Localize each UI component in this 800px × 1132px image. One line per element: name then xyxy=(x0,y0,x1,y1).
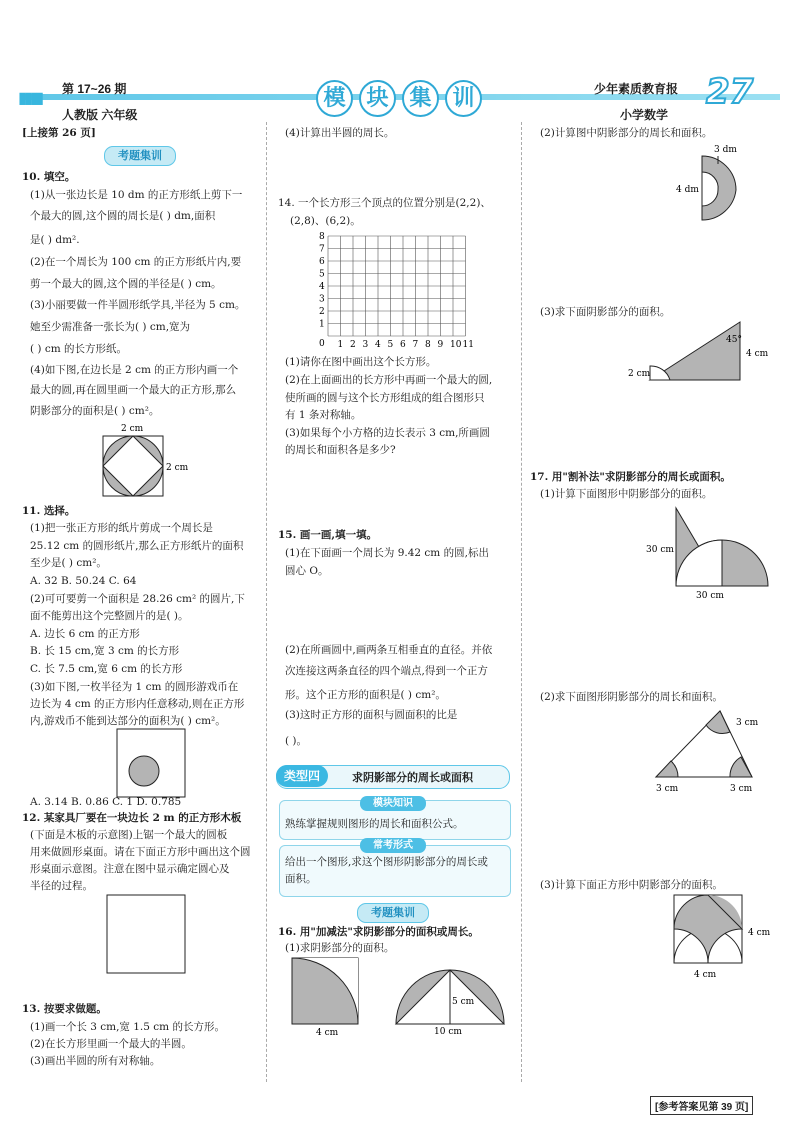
q-line: (1)从一张边长是 10 dm 的正方形纸上剪下一 xyxy=(30,189,243,201)
q-line: 至少是( ) cm²。 xyxy=(30,557,107,569)
q-line: 25.12 cm 的圆形纸片,那么正方形纸片的面积 xyxy=(30,540,244,552)
q14-line: 的周长和面积各是多少? xyxy=(285,444,396,456)
q-line: A. 32 B. 50.24 C. 64 xyxy=(30,575,137,587)
q-line: 阴影部分的面积是( ) cm²。 xyxy=(30,405,160,417)
x-tick-label: 8 xyxy=(425,340,431,350)
q14-line: (3)如果每个小方格的边长表示 3 cm,所画圆 xyxy=(285,427,490,439)
y-tick-label: 1 xyxy=(319,319,325,330)
common-form-text: 面积。 xyxy=(285,873,317,885)
origin-label: 0 xyxy=(319,339,325,349)
q16-line: 16. 用"加减法"求阴影部分的面积或周长。 xyxy=(278,926,479,938)
title-char: 模 xyxy=(316,80,353,117)
right-figure-6 xyxy=(674,895,784,980)
fig2-top-label: 3 dm xyxy=(714,145,737,155)
q-line: (1)把一张正方形的纸片剪成一个周长是 xyxy=(30,522,213,534)
q-line: 半径的过程。 xyxy=(30,880,93,892)
q-line: (下面是木板的示意图)上锯一个最大的圆板 xyxy=(30,829,228,841)
q15-line: (1)在下面画一个周长为 9.42 cm 的圆,标出 xyxy=(285,547,489,559)
q-line: A. 边长 6 cm 的正方形 xyxy=(30,628,140,640)
q-line: 13. 按要求做题。 xyxy=(22,1003,107,1015)
q-line: (2)在一个周长为 100 cm 的正方形纸片内,要 xyxy=(30,256,242,268)
q10-figure xyxy=(103,420,193,510)
y-tick-label: 2 xyxy=(319,307,325,317)
q-line: (3)如下图,一枚半径为 1 cm 的圆形游戏币在 xyxy=(30,681,239,693)
module-title xyxy=(316,80,482,117)
edition-label: 人教版 六年级 xyxy=(62,108,138,122)
x-tick-label: 11 xyxy=(462,340,474,350)
q17-part2: (2)求下面图形阴影部分的周长和面积。 xyxy=(540,691,723,703)
q-line: (1)画一个长 3 cm,宽 1.5 cm 的长方形。 xyxy=(30,1021,225,1033)
q12-board-square xyxy=(107,895,187,975)
q-line: 最大的圆,再在圆里画一个最大的正方形,那么 xyxy=(30,384,237,396)
x-tick-label: 4 xyxy=(375,340,381,350)
q-line: 个最大的圆,这个圆的周长是( ) dm,面积 xyxy=(30,210,216,222)
fig2-left-label: 4 dm xyxy=(676,185,699,195)
fig5-br-label: 3 cm xyxy=(730,784,753,794)
q17-line: (1)计算下面图形中阴影部分的面积。 xyxy=(540,488,713,500)
y-tick-label: 6 xyxy=(319,257,325,267)
q17-line: 17. 用"割补法"求阴影部分的周长或面积。 xyxy=(530,471,731,483)
q15-line: 形。这个正方形的面积是( ) cm²。 xyxy=(285,689,446,701)
q-line: B. 长 15 cm,宽 3 cm 的长方形 xyxy=(30,645,180,657)
common-form-text: 给出一个图形,求这个图形阴影部分的周长或 xyxy=(285,856,488,868)
q10-top-label: 2 cm xyxy=(121,424,144,434)
q-line: 内,游戏币不能到达部分的面积为( ) cm²。 xyxy=(30,715,226,727)
issue-label: 第 17~26 期 xyxy=(62,82,127,96)
q16b-base-label: 10 cm xyxy=(434,1027,462,1037)
q-line: (4)如下图,在边长是 2 cm 的正方形内画一个 xyxy=(30,364,239,376)
q-line: ( ) cm 的长方形纸。 xyxy=(30,343,128,355)
page-number: 27 xyxy=(706,72,754,112)
title-char: 块 xyxy=(359,80,396,117)
module-knowledge-head: 模块知识 xyxy=(360,796,426,811)
x-tick-label: 10 xyxy=(450,340,462,350)
q-line: 形桌面示意图。注意在图中显示确定圆心及 xyxy=(30,863,230,875)
x-tick-label: 6 xyxy=(400,340,406,350)
q15-line: 15. 画一画,填一填。 xyxy=(278,529,378,541)
fig4-bottom-label: 30 cm xyxy=(696,591,724,601)
q15-line: 圆心 O。 xyxy=(285,565,329,577)
q-line: C. 长 7.5 cm,宽 6 cm 的长方形 xyxy=(30,663,183,675)
q16-line: (1)求阴影部分的面积。 xyxy=(285,942,395,954)
fig5-bl-label: 3 cm xyxy=(656,784,679,794)
q-line: 边长为 4 cm 的正方形内任意移动,则在正方形 xyxy=(30,698,245,710)
q-line: 是( ) dm². xyxy=(30,234,80,246)
right-figure-3 xyxy=(628,320,770,390)
q15-line: 次连接这两条直径的四个端点,得到一个正方 xyxy=(285,665,488,677)
fig4-left-label: 30 cm xyxy=(646,545,674,555)
q-line: 11. 选择。 xyxy=(22,505,76,517)
q14-line: (2)在上面画出的长方形中再画一个最大的圆, xyxy=(285,374,493,386)
type-title: 求阴影部分的周长或面积 xyxy=(352,771,473,784)
q14-line: (1)请你在图中画出这个长方形。 xyxy=(285,356,437,368)
y-tick-label: 3 xyxy=(319,294,325,305)
x-tick-label: 5 xyxy=(387,340,394,350)
right-figure-5 xyxy=(648,705,768,794)
q-line: 剪一个最大的圆,这个圆的半径是( ) cm。 xyxy=(30,278,222,290)
q16-figure-a xyxy=(292,958,372,1038)
fig3-right-label: 4 cm xyxy=(746,349,769,359)
q13-part4: (4)计算出半圆的周长。 xyxy=(285,127,395,139)
q15-line: ( )。 xyxy=(285,735,308,747)
fig5-right-label: 3 cm xyxy=(736,718,759,728)
q-line: (2)在长方形里画一个最大的半圆。 xyxy=(30,1038,192,1050)
y-tick-label: 7 xyxy=(319,244,325,255)
q11-figure xyxy=(117,729,187,799)
module-knowledge-text: 熟练掌握规则图形的周长和面积公式。 xyxy=(285,818,464,830)
y-tick-label: 4 xyxy=(319,282,325,292)
header-stripes-icon: ▮▮▮▮ xyxy=(18,88,42,107)
q-line: 面不能剪出这个完整圆片的是( )。 xyxy=(30,610,189,622)
x-tick-label: 9 xyxy=(437,340,444,350)
q10-right-label: 2 cm xyxy=(166,463,189,473)
q16a-label: 4 cm xyxy=(316,1028,339,1038)
q-line: 12. 某家具厂要在一块边长 2 m 的正方形木板 xyxy=(22,812,242,824)
common-form-head: 常考形式 xyxy=(360,838,426,853)
q17-part3: (3)计算下面正方形中阴影部分的面积。 xyxy=(540,879,723,891)
continued-note: [上接第 26 页] xyxy=(22,127,96,139)
y-tick-label: 5 xyxy=(319,269,325,280)
answer-reference: [参考答案见第 39 页] xyxy=(650,1096,753,1115)
q14-line: 使所画的圆与这个长方形组成的组合图形只 xyxy=(285,392,485,404)
x-tick-label: 1 xyxy=(337,340,344,350)
subject-label: 小学数学 xyxy=(620,108,669,122)
x-tick-label: 3 xyxy=(362,340,369,350)
fig6-right-label: 4 cm xyxy=(748,928,771,938)
section-tag: 考题集训 xyxy=(104,146,176,166)
q14-line: 有 1 条对称轴。 xyxy=(285,409,362,421)
q-line: 她至少需准备一张长为( ) cm,宽为 xyxy=(30,321,191,333)
title-char: 训 xyxy=(445,80,482,117)
q16-part3: (3)求下面阴影部分的面积。 xyxy=(540,306,671,318)
x-tick-label: 2 xyxy=(350,340,356,350)
q14-line: 14. 一个长方形三个顶点的位置分别是(2,2)、 xyxy=(278,197,491,209)
q14-line: (2,8)、(6,2)。 xyxy=(290,215,361,227)
q15-line: (3)这时正方形的面积与圆面积的比是 xyxy=(285,709,458,721)
column-divider xyxy=(266,122,267,1082)
fig3-left-label: 2 cm xyxy=(628,369,651,379)
q15-line: (2)在所画圆中,画两条互相垂直的直径。并依 xyxy=(285,644,493,656)
right-figure-2 xyxy=(672,144,772,224)
type-badge: 类型四 xyxy=(276,765,328,787)
q-line: (2)可可要剪一个面积是 28.26 cm² 的圆片,下 xyxy=(30,593,245,605)
q-line: (3)小丽要做一件半圆形纸学具,半径为 5 cm。 xyxy=(30,299,246,311)
y-tick-label: 8 xyxy=(319,232,325,242)
column-divider xyxy=(521,122,522,1082)
newspaper-name: 少年素质教育报 xyxy=(594,82,679,96)
q16b-height-label: 5 cm xyxy=(452,997,475,1007)
coordinate-grid xyxy=(314,232,484,350)
fig6-bottom-label: 4 cm xyxy=(694,970,717,980)
q-line: 10. 填空。 xyxy=(22,171,76,183)
q-line: (3)画出半圆的所有对称轴。 xyxy=(30,1055,161,1067)
q16-part2: (2)计算图中阴影部分的周长和面积。 xyxy=(540,127,713,139)
fig3-angle-label: 45° xyxy=(726,335,742,345)
q11-options: A. 3.14 B. 0.86 C. 1 D. 0.785 xyxy=(30,796,182,808)
q-line: 用来做圆形桌面。请在下面正方形中画出这个圆 xyxy=(30,846,251,858)
x-tick-label: 7 xyxy=(412,340,419,350)
right-figure-4 xyxy=(646,500,776,600)
section-tag: 考题集训 xyxy=(357,903,429,923)
title-char: 集 xyxy=(402,80,439,117)
q16-figure-b xyxy=(394,968,506,1037)
